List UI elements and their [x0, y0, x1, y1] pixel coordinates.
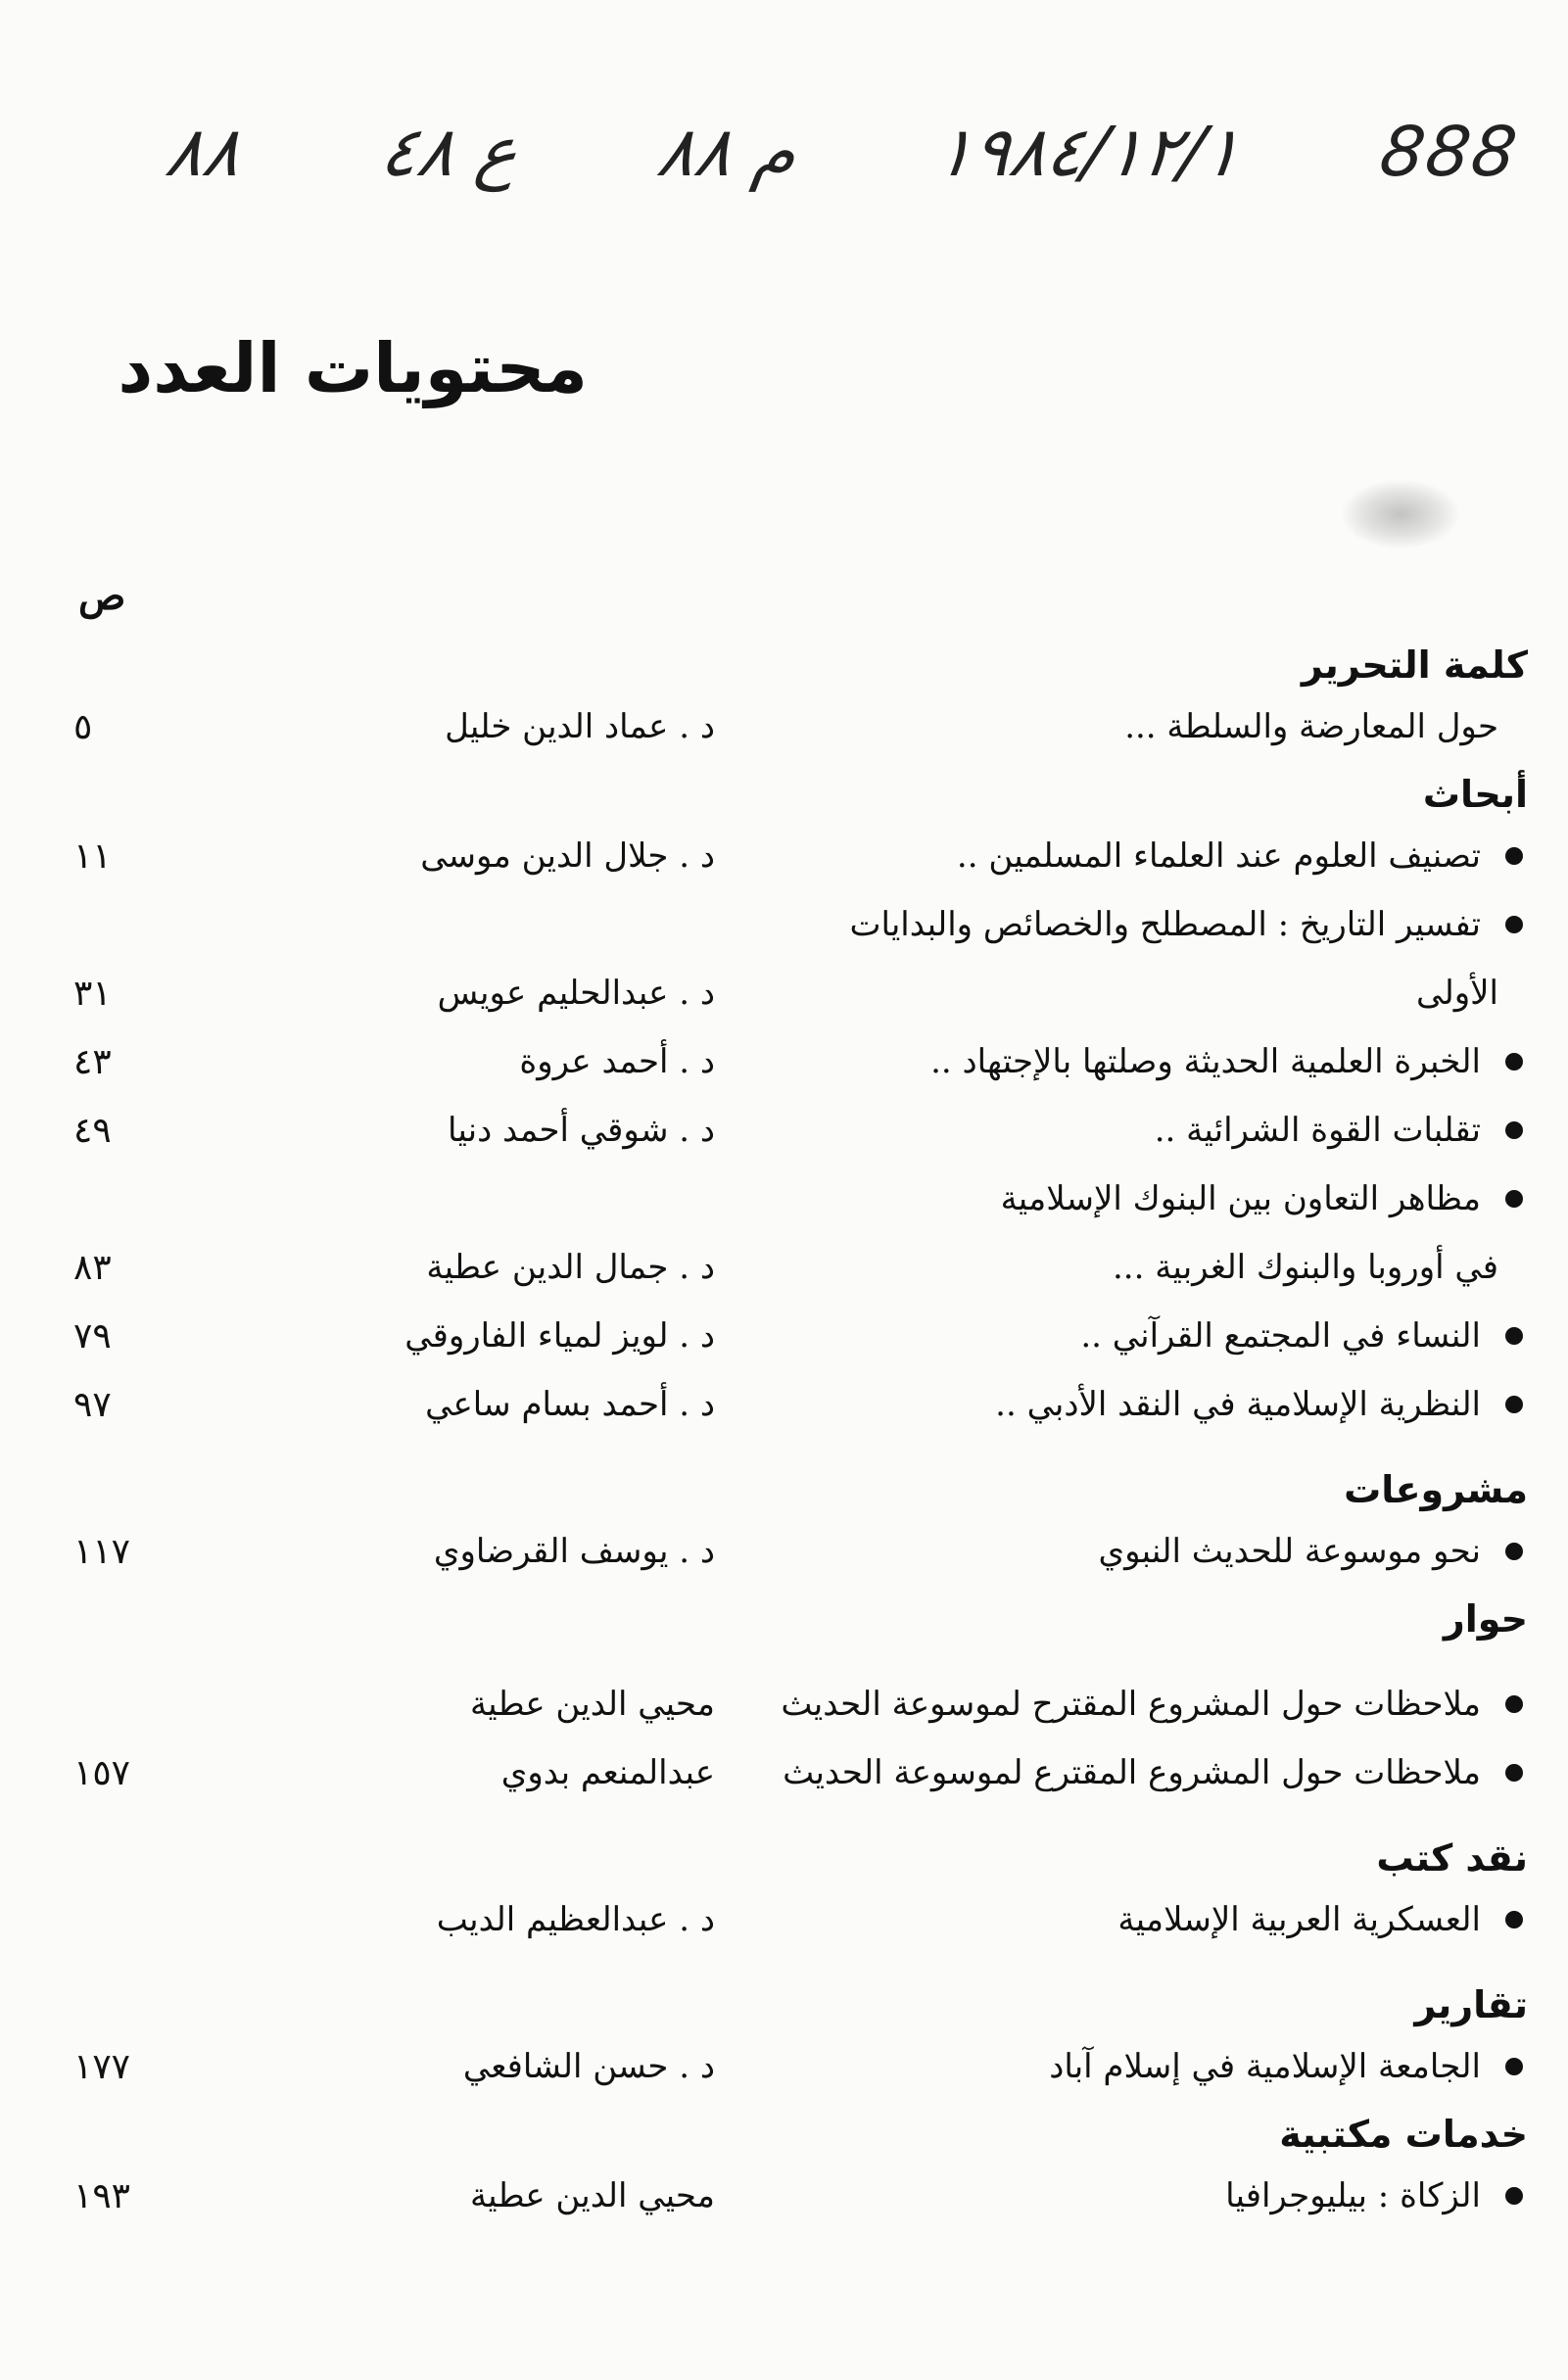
toc-entry [59, 1738, 1528, 1807]
handwritten-code: ٨٨ [161, 112, 246, 192]
toc-entry [59, 2162, 1528, 2230]
section-heading: أبحاث [1422, 773, 1528, 816]
handwritten-annotation [161, 93, 1524, 211]
entry-author: د . جلال الدين موسى [420, 836, 715, 876]
entry-page-number: ٨٣ [73, 1247, 112, 1288]
toc-entry [59, 1302, 1528, 1370]
toc-entry [59, 2032, 1528, 2101]
toc-entry [59, 1670, 1528, 1738]
entry-page-number: ١٧٧ [73, 2046, 131, 2087]
toc-entry [59, 692, 1528, 761]
section-heading: حوار [1443, 1597, 1528, 1641]
ink-smudge [1342, 480, 1459, 548]
section-heading: نقد كتب [1376, 1836, 1528, 1880]
entry-title: مظاهر التعاون بين البنوك الإسلامية [754, 1179, 1528, 1218]
entry-title: تفسير التاريخ : المصطلح والخصائص والبدايات [754, 905, 1528, 944]
entry-page-number: ٣١ [73, 973, 112, 1014]
toc-entry [59, 1096, 1528, 1165]
entry-title: تقلبات القوة الشرائية .. [754, 1111, 1528, 1150]
table-of-contents [59, 573, 1528, 2230]
toc-sections [59, 636, 1528, 2230]
entry-author: د . يوسف القرضاوي [433, 1532, 715, 1571]
entry-page-number: ٤٣ [73, 1041, 112, 1082]
entry-title: في أوروبا والبنوك الغربية ... [1112, 1248, 1498, 1287]
entry-title: حول المعارضة والسلطة ... [1124, 707, 1498, 746]
toc-entry [59, 1517, 1528, 1586]
handwritten-volume: م ٨٨ [652, 112, 802, 192]
entry-author: د . شوقي أحمد دنيا [447, 1111, 715, 1150]
handwritten-date: ١٩٨٤/١٢/١ [930, 112, 1247, 192]
section-heading: كلمة التحرير [1301, 643, 1528, 687]
entry-author: عبدالمنعم بدوي [500, 1753, 715, 1792]
entry-title: الخبرة العلمية الحديثة وصلتها بالإجتهاد .. [754, 1042, 1528, 1081]
entry-page-number: ١٥٧ [73, 1752, 131, 1793]
entry-author: د . أحمد بسام ساعي [425, 1385, 715, 1424]
entry-page-number: ٥ [73, 706, 93, 747]
toc-entry [59, 959, 1528, 1027]
entry-page-number: ١٩٣ [73, 2175, 131, 2216]
entry-author: د . حسن الشافعي [462, 2047, 715, 2086]
toc-header [59, 573, 1528, 632]
section-heading: مشروعات [1344, 1468, 1528, 1511]
toc-entry [59, 1370, 1528, 1439]
toc-section [59, 636, 1528, 761]
entry-page-number: ٧٩ [73, 1315, 112, 1357]
entry-author: د . أحمد عروة [519, 1042, 715, 1081]
entry-title: العسكرية العربية الإسلامية [754, 1900, 1528, 1939]
toc-entry [59, 1233, 1528, 1302]
handwritten-issue: ع ٤٨ [375, 112, 523, 192]
entry-page-number: ٤٩ [73, 1110, 112, 1151]
entry-author: د . عماد الدين خليل [445, 707, 715, 746]
toc-section [59, 1829, 1528, 1954]
entry-title: الجامعة الإسلامية في إسلام آباد [754, 2047, 1528, 2086]
entry-title: تصنيف العلوم عند العلماء المسلمين .. [754, 836, 1528, 876]
entry-title: الأولى [1416, 974, 1498, 1013]
entry-author: د . عبدالحليم عويس [437, 974, 715, 1013]
entry-page-number: ٩٧ [73, 1384, 112, 1425]
toc-section [59, 1460, 1528, 1586]
toc-entry [59, 1885, 1528, 1954]
section-heading: خدمات مكتبية [1279, 2113, 1528, 2156]
page-column-label: ص [78, 573, 126, 619]
entry-title: ملاحظات حول المشروع المقترح لموسوعة الحديث [754, 1685, 1528, 1724]
entry-author: د . جمال الدين عطية [426, 1248, 715, 1287]
entry-page-number: ١١٧ [73, 1531, 131, 1572]
entry-page-number: ١١ [73, 835, 112, 877]
toc-entry [59, 1165, 1528, 1233]
page-title: محتويات العدد [118, 328, 588, 408]
entry-title: ملاحظات حول المشروع المقترع لموسوعة الحديث [754, 1753, 1528, 1792]
toc-entry [59, 890, 1528, 959]
handwritten-number: 888 [1375, 112, 1524, 192]
entry-title: نحو موسوعة للحديث النبوي [754, 1532, 1528, 1571]
toc-entry [59, 1027, 1528, 1096]
entry-title: الزكاة : بيليوجرافيا [754, 2176, 1528, 2215]
entry-author: محيي الدين عطية [469, 2176, 715, 2215]
toc-section [59, 1590, 1528, 1807]
section-heading: تقارير [1414, 1983, 1528, 2026]
toc-section [59, 1975, 1528, 2101]
entry-title: النظرية الإسلامية في النقد الأدبي .. [754, 1385, 1528, 1424]
entry-author: محيي الدين عطية [469, 1685, 715, 1724]
toc-section [59, 765, 1528, 1439]
toc-entry [59, 822, 1528, 890]
entry-author: د . لويز لمياء الفاروقي [404, 1316, 715, 1356]
toc-section [59, 2105, 1528, 2230]
entry-author: د . عبدالعظيم الديب [436, 1900, 715, 1939]
entry-title: النساء في المجتمع القرآني .. [754, 1316, 1528, 1356]
